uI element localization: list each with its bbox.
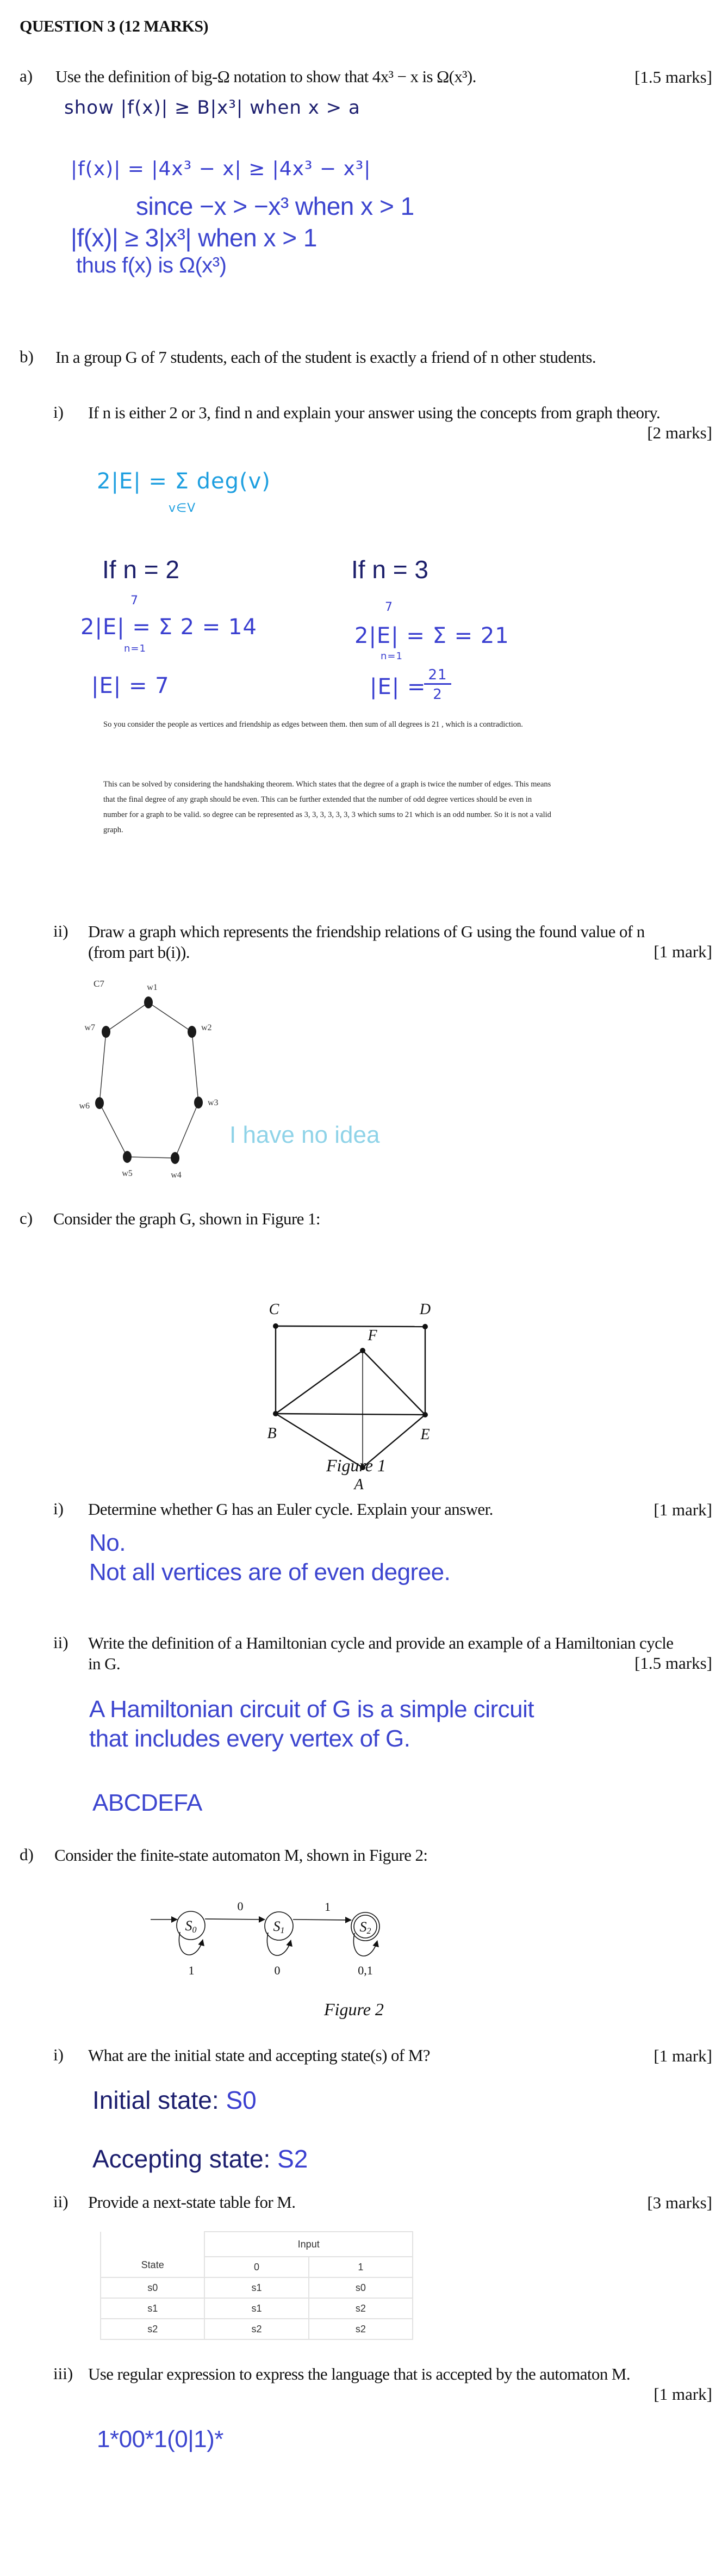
self-loop-label: 0,1	[358, 1964, 373, 1977]
self-loop-S1	[267, 1933, 291, 1955]
self-loop-S2	[353, 1933, 377, 1956]
c7-vertex-label: w6	[79, 1101, 90, 1111]
hamiltonian-definition-2: that includes every vertex of G.	[89, 1725, 410, 1752]
euler-answer-1: No.	[89, 1530, 126, 1556]
handshake-formula: 2|E| = Σ deg(v)	[97, 469, 271, 494]
fig1-vertex-label: D	[419, 1301, 431, 1318]
table-cell-state: s2	[101, 2319, 204, 2339]
fig1-vertex-label: B	[267, 1425, 277, 1442]
c7-vertex-label: w3	[208, 1098, 219, 1107]
table-row	[101, 2319, 413, 2339]
case-n2-result: |E| = 7	[91, 673, 170, 698]
part-a-answer-line-4: |f(x)| ≥ 3|x³| when x > 1	[71, 224, 317, 252]
transition-S1-S2	[293, 1919, 351, 1920]
initial-state-label: Initial state:	[92, 2086, 219, 2114]
part-c-question: Consider the graph G, shown in Figure 1:	[53, 1209, 320, 1228]
case-n3-sum: 2|E| = Σ = 21	[354, 623, 509, 648]
self-loop-S0	[179, 1932, 203, 1955]
c7-edge-w7-w1	[106, 1002, 148, 1032]
c7-vertex-label: w4	[171, 1171, 182, 1180]
part-b-ii-marks: [1 mark]	[653, 942, 712, 961]
part-d-iii-question: Use regular expression to express the language that is accepted by the automaton M.	[88, 2364, 630, 2383]
state-label: S2	[359, 1919, 371, 1936]
c7-edge-w2-w3	[192, 1032, 198, 1103]
fig1-vertex-label: C	[269, 1301, 279, 1318]
hamiltonian-definition-1: A Hamiltonian circuit of G is a simple circuit	[89, 1696, 534, 1723]
part-b-i-marks: [2 marks]	[647, 423, 712, 442]
case-n3-heading: If n = 3	[351, 555, 428, 584]
fig1-vertex-label: A	[354, 1476, 364, 1493]
c7-vertex-w4	[171, 1152, 179, 1164]
c7-vertex-w1	[144, 996, 153, 1008]
c7-graph-title: C7	[94, 979, 104, 989]
explanation-note-2: This can be solved by considering the handshaking theorem. Which states that the degree of a graph is twice the number of edges. This means that the final degree of any graph should be even. This can be further extended that the number of odd degree vertices should be even in number for a graph to be valid. so degree can be represented as 3, 3, 3, 3, 3, 3, 3 which sums to 21 which is an odd number. So it is not a valid graph.	[103, 780, 551, 834]
c7-vertex-label: w1	[147, 983, 158, 992]
part-d-question: Consider the finite-state automaton M, shown in Figure 2:	[54, 1846, 428, 1865]
part-d-i-question: What are the initial state and accepting state(s) of M?	[88, 2046, 430, 2065]
part-a-answer-line-1: show |f(x)| ≥ B|x³| when x > a	[64, 97, 360, 119]
fig1-edge-F-E	[363, 1351, 425, 1415]
part-b-label: b)	[20, 347, 34, 366]
table-input-col-1: 1	[309, 2257, 413, 2277]
part-d-i-label: i)	[53, 2045, 64, 2064]
figure-1-caption: Figure 1	[326, 1456, 386, 1475]
self-loop-label: 0	[274, 1964, 281, 1977]
state-label: S1	[273, 1918, 285, 1935]
part-b-i-question: If n is either 2 or 3, find n and explain your answer using the concepts from graph theory.	[88, 403, 661, 422]
self-loop-label: 1	[188, 1964, 195, 1977]
case-n3-result-prefix: |E| =	[370, 674, 426, 699]
part-c-label: c)	[20, 1209, 33, 1228]
part-c-i-marks: [1 mark]	[653, 1500, 712, 1519]
c7-edge-w3-w4	[175, 1103, 198, 1158]
table-cell-on0: s2	[204, 2319, 308, 2339]
part-c-i-label: i)	[53, 1499, 64, 1518]
fig1-vertex-label: E	[420, 1426, 430, 1443]
c7-vertex-w2	[188, 1026, 196, 1038]
fig1-edge-B-E	[276, 1414, 425, 1415]
part-a-answer-line-2: |f(x)| = |4x³ − x| ≥ |4x³ − x³|	[71, 158, 371, 180]
c7-vertex-label: w2	[201, 1023, 212, 1032]
state-label: S0	[185, 1918, 197, 1935]
c7-vertex-w3	[194, 1097, 203, 1109]
no-idea-comment: I have no idea	[229, 1122, 380, 1148]
part-d-iii-marks: [1 mark]	[653, 2385, 712, 2404]
figure-1-graph	[250, 1251, 468, 1493]
handshake-subscript: v∈V	[169, 501, 196, 515]
table-cell-on0: s1	[204, 2277, 308, 2298]
part-c-ii-question: Write the definition of a Hamiltonian cycle and provide an example of a Hamiltonian cycle in G.	[88, 1633, 674, 1673]
question-title: QUESTION 3 (12 MARKS)	[20, 17, 209, 35]
table-cell-on0: s1	[204, 2298, 308, 2319]
explanation-note-1: So you consider the people as vertices and friendship as edges between them. then sum of all degrees is 21 , which is a contradiction.	[103, 720, 523, 729]
accepting-state-label: Accepting state:	[92, 2145, 271, 2173]
initial-state-value: S0	[226, 2086, 257, 2114]
part-a-answer-line-3: since −x > −x³ when x > 1	[136, 192, 414, 220]
case-n2-sum: 2|E| = Σ 2 = 14	[80, 615, 257, 640]
table-cell-on1: s0	[309, 2277, 413, 2298]
transition-label: 1	[325, 1900, 331, 1914]
part-d-ii-label: ii)	[53, 2192, 69, 2211]
part-a-question: Use the definition of big-Ω notation to show that 4x³ − x is Ω(x³).	[55, 67, 476, 86]
table-state-header-cell	[101, 2232, 204, 2277]
fig1-vertex-F	[360, 1348, 365, 1353]
fig1-vertex-B	[273, 1411, 278, 1416]
part-b-ii-question: Draw a graph which represents the friendship relations of G using the found value of n (from part b(i)).	[88, 922, 645, 962]
part-d-label: d)	[20, 1845, 34, 1864]
case-n3-result-numerator: 21	[424, 667, 451, 685]
case-n2-sum-lower: n=1	[124, 643, 146, 654]
fig1-vertex-D	[422, 1324, 428, 1329]
c7-edge-w4-w5	[127, 1157, 175, 1158]
case-n3-sum-lower: n=1	[381, 651, 403, 662]
part-c-i-question: Determine whether G has an Euler cycle. Explain your answer.	[88, 1500, 493, 1519]
part-a-label: a)	[20, 66, 33, 85]
c7-vertex-w7	[102, 1026, 110, 1038]
part-b-question: In a group G of 7 students, each of the student is exactly a friend of n other students.	[55, 348, 596, 367]
initial-state-row	[92, 2085, 257, 2115]
case-n2-sum-upper: 7	[130, 594, 139, 608]
regex-answer: 1*00*1(0|1)*	[97, 2426, 223, 2453]
table-input-col-0: 0	[204, 2257, 308, 2277]
fig1-vertex-C	[273, 1323, 278, 1329]
part-b-i-label: i)	[53, 403, 64, 422]
part-a-marks: [1.5 marks]	[634, 67, 712, 86]
part-c-ii-label: ii)	[53, 1633, 69, 1652]
accepting-state-row	[92, 2144, 308, 2174]
table-state-header: State	[141, 2259, 164, 2270]
c7-vertex-label: w7	[84, 1023, 95, 1032]
part-d-iii-label: iii)	[53, 2364, 73, 2383]
part-a-answer-line-5: thus f(x) is Ω(x³)	[76, 253, 227, 277]
c7-vertex-w5	[123, 1151, 132, 1163]
table-cell-state: s1	[101, 2298, 204, 2319]
table-cell-state: s0	[101, 2277, 204, 2298]
fig1-edge-C-D	[276, 1326, 425, 1327]
c7-edge-w5-w6	[99, 1103, 127, 1157]
table-row	[101, 2277, 413, 2298]
part-b-ii-label: ii)	[53, 921, 69, 940]
fig1-vertex-E	[422, 1412, 428, 1417]
transition-label: 0	[237, 1899, 244, 1913]
c7-edge-w6-w7	[99, 1032, 106, 1103]
c7-graph	[71, 974, 288, 1191]
part-c-ii-marks: [1.5 marks]	[634, 1654, 712, 1673]
figure-2-automaton	[136, 1871, 571, 1991]
fig1-edge-B-F	[276, 1351, 363, 1414]
case-n2-heading: If n = 2	[102, 555, 179, 584]
hamiltonian-example: ABCDEFA	[92, 1789, 202, 1816]
part-d-i-marks: [1 mark]	[653, 2046, 712, 2065]
euler-answer-2: Not all vertices are of even degree.	[89, 1559, 451, 1586]
c7-edge-w1-w2	[148, 1002, 192, 1032]
case-n3-result-denominator: 2	[433, 686, 443, 703]
table-input-header: Input	[204, 2232, 413, 2257]
part-d-ii-marks: [3 marks]	[647, 2193, 712, 2212]
fig1-vertex-label: F	[368, 1327, 377, 1344]
figure-2-caption: Figure 2	[324, 1999, 384, 2019]
table-row	[101, 2298, 413, 2319]
part-d-ii-question: Provide a next-state table for M.	[88, 2193, 296, 2212]
table-cell-on1: s2	[309, 2298, 413, 2319]
c7-vertex-label: w5	[122, 1169, 133, 1178]
table-cell-on1: s2	[309, 2319, 413, 2339]
c7-vertex-w6	[95, 1097, 104, 1109]
accepting-state-value: S2	[277, 2145, 308, 2173]
next-state-table	[100, 2231, 413, 2340]
case-n3-sum-upper: 7	[385, 600, 393, 614]
